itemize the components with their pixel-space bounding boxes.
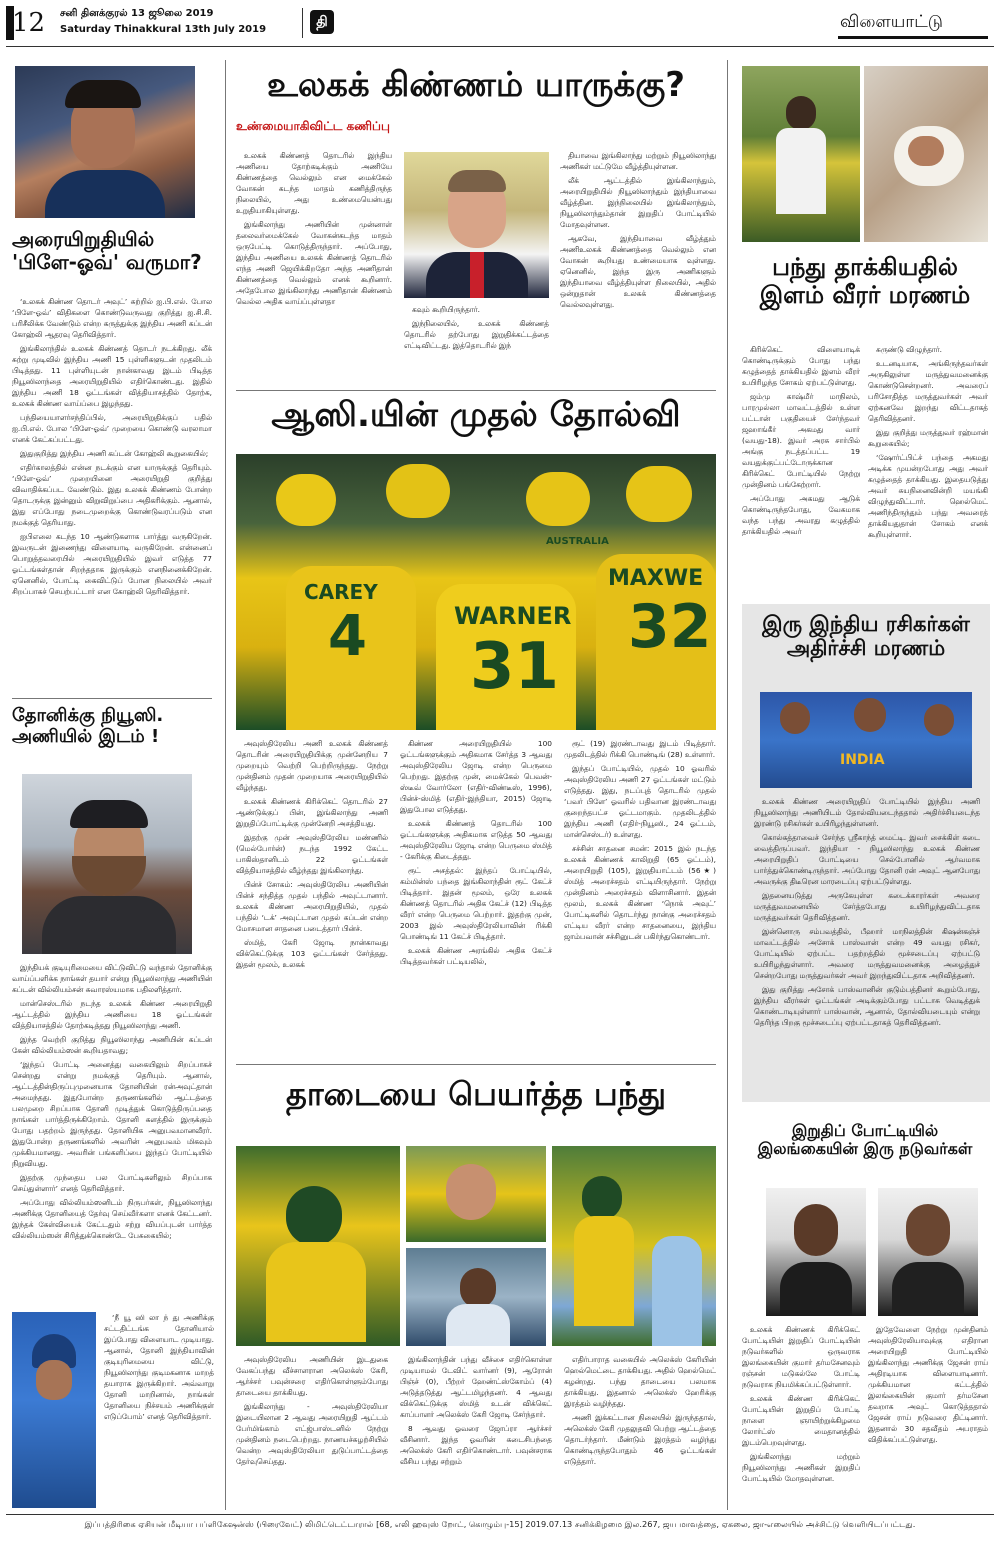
- aus-defeat-para: அவுஸ்திரேலிய அணி உலகக் கிண்ணத் தொடரின் அரையிறுதியிக்கு முன்னேறிய 7 முறையும் வெற்றி பெற்றிருந்தது. நேற்று முன்தினம் முதன் முறையாக அரையிறுதியில் வீழ்ந்தது.: [236, 739, 388, 792]
- fans-death-para: இதனையடுத்து அருகேயுள்ள கடைக்காரர்கள் அவரை மருத்துவமனையில் சேர்த்தபோது உயிரிழந்துவிட்டதாக மருத்துவர்கள் தெரிவித்தனர்.: [754, 891, 980, 922]
- left-divider: [12, 698, 212, 699]
- dhoni-para: இந்த வெற்றி குறித்து நியூஸிலாந்து அணியின் கப்டன் கேன் வில்லியம்ஸன் கூறியதாவது;: [12, 1035, 212, 1055]
- world-cup-col3: [560, 150, 716, 385]
- masthead-rule: [6, 46, 994, 47]
- ball-death-col2: [868, 344, 988, 590]
- jersey-name-warner: WARNER: [454, 602, 572, 630]
- aus-defeat-para: பின்ச் சோகம்: அவுஸ்திரேலிய அணியின் பின்ச் சந்தித்த முதல் பந்தில் அவுட்டானார். உலகக் கிண்ண அரையிறுதியில், முதல் பந்தில் ‘டக்’ அவுட்டான முதல் கப்டன் என்ற மோசமான சாதனை படைத்தார் பின்ச்.: [236, 880, 388, 933]
- world-cup-para: உலகக் கிண்ணத் தொடரில் இந்திய அணியை தோற்கடிக்கும் அணியே கிண்ணத்தை வெல்லும் என மைக்கேல் வோகன் கடந்த மாதம் கணித்திருந்த நிலையில், அது உண்மையென்பது உறுதியாகியுள்ளது.: [236, 151, 392, 215]
- fans-death-para: இது குறித்து அசோக் பாஸ்வானின் குடும்பத்தினர் கூறும்போது, இந்திய வீரர்கள் ஓட்டங்கள் அடிக்கும்போது பட்டாசு வெடித்துக் கொண்டாடியுள்ளார் பாஸ்வான், ஆனால், தோல்வியடையும் என்று தெரிந்த பிறகு மூச்சடைப்பு ஏற்பட்டதாகத் தெரிவித்தனர்.: [754, 985, 980, 1027]
- jersey-name-maxwell: MAXWE: [608, 566, 704, 591]
- world-cup-para: ஆகவே, இந்தியாவை வீழ்த்தும் அணிஉலகக் கிண்ணத்தை வெல்லும் என வோகன் கூறியது உண்மையாக வுள்ளது. ஏனெனில், இந்த இரு அணிகளும் இந்தியாவை வீழ்த்தியுள்ள நிலையில், அதில் ஒன்றுதான் உலகக் கிண்ணத்தை வெல்லவுள்ளது.: [560, 234, 716, 309]
- column-rule-left: [225, 60, 226, 1510]
- jaw-injury-para: இங்கிலாந்து - அவுஸ்திரேலியா இடையிலான 2 ஆவது அரையிறுதி ஆட்டம் பேர்மிங்காம் எட்ஜ்பாஸ்டனில் நேற்று முன்தினம் நடைபெற்றது. நாணயச்சுழற்சியில் வென்ற அவுஸ்திரேலியா துடுப்பாட்டத்தை தேர்வுசெய்தது.: [236, 1402, 388, 1466]
- aus-defeat-para: ரூட் அசத்தல்: இந்தப் போட்டியில், கம்மின்ஸ் பந்தை இங்கிலாந்தின் ரூட் கேட்ச் பிடித்தார். இதன் மூலம், ஒரே உலகக் கிண்ணத் தொடரில் அதிக கேட்ச் (12) பிடித்த வீரர் என்ற பெருமை பெற்றார். இதற்கு முன், 2003 இல் அவுஸ்திரேலியாவின் ரிக்கி பொண்டிங் 11 கேட்ச் பிடித்தார்.: [400, 866, 552, 941]
- playoff-para: ஐபிஎலை கடந்த 10 ஆண்டுகளாக பார்த்து வருகிறேன். இவருடன் இணைந்து விளையாடி வருகிறேன். என்னைப் பொறுத்தவரையில் அரையிறுதியில் இவர் எடுத்த 77 ஓட்டங்கள்தான் சிறந்ததாக இருக்கும் எனநினைக்கிறேன். ஏனெனில், போட்டி கைவிட்டுப் போன நிலையில் அவர் சிறப்பாகச் செயற்பட்டார் என கோஹ்லி தெரிவித்தார்.: [12, 532, 212, 596]
- playoff-para: இதுகுறித்து இந்திய அணி கப்டன் கோஹ்லி கூறுகையில்;: [20, 449, 209, 458]
- umpires-para: இதேவேளை நேற்று முன்தினம் அவுஸ்திரேலியாவுக்கு எதிரான அரையிறுதி போட்டியில் இங்கிலாந்து அணிக்கு ஜேசன் ராய் அதிரடியாக விளையாடினார். முக்கியமான கட்டத்தில் இலங்கையின் குமார் தர்மசேன தவறாக அவுட் கொடுத்ததால் ஜேசன் ராய் நடுவரை திட்டினார். இதனால் 30 சதவீதம் அபராதம் விதிக்கப்பட்டுள்ளது.: [868, 1325, 988, 1444]
- carey-closeup-photo: [406, 1146, 546, 1242]
- aus-defeat-col3: [564, 738, 716, 1058]
- masthead: [0, 0, 1000, 46]
- aus-defeat-para: சச்சின் சாதனை சமன்: 2015 இல் நடந்த உலகக் கிண்ணக் காலிறுதி (65 ஓட்டம்), அரையிறுதி (105), இறுதியாட்டம் (56★) ஸ்மித் அரைச்சதம் எட்டியிருந்தார். நேற்று முன்தினம் அரைச்சதம் விளாசினார். இதன் மூலம், உலகக் கிண்ண ‘நொக் அவுட்’ போட்டிகளில் தொடர்ந்து நான்கு அரைச்சதம் எட்டிய வீரர் என்ற சாதனையை, இந்திய ஜாம்பவான் சச்சினுடன் பகிர்ந்துகொண்டார்.: [564, 844, 716, 941]
- hospital-photo: [864, 66, 988, 242]
- aus-defeat-para: இந்தப் போட்டியில், முதல் 10 ஓவரில் அவுஸ்திரேலிய அணி 27 ஓட்டங்கள் மட்டும் எடுத்தது. இது, நடப்புத் தொடரில் முதல் ‘பவர் பிளே’ ஓவரில் பதிவான இரண்டாவது குறைந்தபட்ச ஓட்டமாகும். முதலிடத்தில் இந்திய அணி (எதிர்-நியூஸி., 24 ஓட்டம், மான்செஸ்டர்) உள்ளது.: [564, 764, 716, 839]
- jaw-injury-headline: தாடையை பெயர்த்த பந்து: [286, 1075, 666, 1113]
- aus-defeat-col2: [400, 738, 552, 1058]
- dharmasena-photo: [766, 1188, 866, 1316]
- playoff-para: ‘உலகக் கிண்ண தொடர் அவுட்’ சுற்றில் ஐ.பி.எல். போல ‘பிளே-ஓவ்’ விதிகளை கொண்டுவருவது குறித்து ஐ.சி.சி. பரிசீலிக்க வேண்டும் என்ற கருத்துக்கு இந்திய அணி கப்டன் கோஹ்லி ஆதரவு தெரிவித்தார்.: [12, 297, 212, 339]
- india-fans-photo: [760, 692, 972, 788]
- carey-bleeding-photo: [552, 1146, 716, 1346]
- jaw-injury-col2: [400, 1354, 552, 1510]
- playoff-para: பந்தியையாளர்சந்திப்பில், அரையிறுதிக்குப் பதில் ஐ.பி.எல். போல ‘பிளே-ஓவ்’ முறையை கொண்டு வரலாமா எனக் கேட்கப்பட்டது.: [12, 413, 212, 444]
- jaw-injury-para: அணி இக்கட்டான நிலையில் இருந்ததால், அலெக்ஸ் கேரி முதலுதவி பெற்று ஆட்டத்தை தொடர்ந்தார். மீண்டும் இரத்தம் வழிந்து கொண்டிருந்தபோதும் 46 ஓட்டங்கள் எடுத்தார்.: [564, 1413, 716, 1466]
- india-jersey-text: INDIA: [840, 752, 885, 768]
- aus-defeat-para: கிண்ண அரையிறுதியில் 100 ஓட்டங்களுக்கும் அதிகமாக சேர்த்த 3 ஆவது அவுஸ்திரேலிய ஜோடி என்ற பெருமை பெற்றது. இதற்கு முன், மைக்கேல் பெவன்-ஸ்டீவ் வோர்லோ (எதிர்-விண்டீஸ், 1996), பின்ச்-ஸ்மித் (எதிர்-இந்தியா, 2015) ஜோடி இதுபோல எடுத்தது.: [400, 739, 552, 814]
- ball-death-para: அப்போது அகமது ஆடுக் கொண்டிருந்தபோது, வேகமாக வந்த பந்து அவரது கழுத்தில் தாக்கியதில் அவர்: [742, 494, 860, 536]
- jersey-number-4: 4: [328, 604, 367, 669]
- section-underline: [838, 36, 988, 39]
- umpires-headline: இறுதிப் போட்டியில் இலங்கையின் இரு நடுவர்கள்: [757, 1121, 973, 1159]
- umpires-para: இங்கிலாந்து மற்றும் நியூஸிலாந்து அணிகள் இறுதிப் போட்டியில் மோதவுள்ளன.: [742, 1452, 860, 1483]
- jaw-injury-para: அவுஸ்திரேலிய அணியின் இடதுகை வேகப்பந்து வீச்சாளரான அலெக்ஸ் கேரி, ஆர்ச்சர் பவுன்சரை எதிர்கொள்ளும்போது தாடையை தாக்கியது.: [236, 1355, 388, 1397]
- dhoni-article: [12, 962, 212, 1304]
- dhoni-para: மான்செஸ்டரில் நடந்த உலகக் கிண்ண அரையிறுதி ஆட்டத்தில் இந்திய அணியை 18 ஓட்டங்கள் வித்தியாசத்தில் தோற்கடித்தது நியூஸிலாந்து அணி.: [12, 999, 212, 1030]
- jersey-name-carey: CAREY: [304, 580, 378, 604]
- williamson-photo: [22, 774, 192, 954]
- umpires-para: உலகக் கிண்ணக் கிரிக்கெட் போட்டியின் இறுதிப் போட்டியின் நடுவர்களில் ஒருவராக இலங்கையின் குமார் தர்மசேனவும் ரஞ்சன் மடுகல்லே போட்டி நடுவராக நியமிக்கப்பட்டுள்ளார்.: [742, 1325, 860, 1389]
- vaughan-photo: [404, 152, 549, 298]
- world-cup-subhead: உண்மையாகிவிட்ட கணிப்பு: [236, 119, 390, 133]
- jaw-injury-col1: [236, 1354, 388, 1510]
- dhoni-article-continued: [104, 1312, 214, 1508]
- kohli-photo: [15, 66, 195, 218]
- newspaper-logo: தி: [310, 10, 334, 34]
- world-cup-para: லீக் ஆட்டத்தில் இங்கிலாந்தும், அரையிறுதியில் நியூஸிலாந்தும் இந்தியாவை வீழ்த்தின. இந்நிலையில் இங்கிலாந்தும், நியூஸிலாந்தும்தான் இறுதிப் போட்டியில் மோதவுள்ளன.: [560, 176, 716, 229]
- jersey-australia-text: AUSTRALIA: [546, 536, 609, 547]
- ball-death-para: சுருண்டு விழுந்தார்.: [876, 345, 942, 354]
- column-rule-right: [727, 60, 728, 1510]
- fans-death-article: [754, 796, 980, 1096]
- imprint-line: இப்பத்திரிகை ஏசியன் மீடியா பப்ளிகேஷன்ஸ் (பிரைவேட்) லிமிட்டெட்டாரால் [68, எலி ஹவுஸ் றோட், கொழும்பு-15] 2019.07.13 சனிக்கிழமை இல.267, ஜய மாவத்தை, ஏகலை, ஜா-எலையில் அச்சிட்டு வெளியிடப்பட்டது.: [84, 1519, 916, 1529]
- ball-death-para: ‘ஷோர்ட்பிட்ச் பந்தை அகமது அடிக்க முயன்றபோது அது அவர் கழுத்தைத் தாக்கியது. இதையடுத்து அவர் சுயநினைவின்றி மயங்கி விழுந்துவிட்டார். ஹெல்மெட் அணிந்திருந்தும் பந்து அவரைத் தாக்கியதுதான் சோகம் எனக் கூறியுள்ளார்.: [868, 453, 988, 539]
- jaw-injury-para: இங்கிலாந்தின் பந்து வீச்சை எதிர்கொள்ள முடியாமல் டேவிட் வார்னர் (9), ஆரோன் பிஞ்ச் (0), பீற்றர் ஹேண்ட்ஸ்கோம்ப் (4) அடுத்தடுத்து ஆட்டமிழந்தனர். 4 ஆவது விக்கெட்டுக்கு ஸ்மித் உடன் விக்கெட் காப்பாளர் அலெக்ஸ் கேரி ஜோடி சேர்ந்தார்.: [400, 1355, 552, 1419]
- dhoni-para: ‘இந்தப் போட்டி அனைத்து வகையிலும் சிறப்பாகச் சென்றது என்று நமக்குத் தெரியும். ஆனால், ஆட்டத்தின்திருப்புமுனையாக தோனியின் ரன்அவுட்தான் அமைந்தது. இதுபோன்ற தருணங்களில் ஆட்டத்தை பலமுறை சிறப்பாக தோனி முடித்துக் கொடுத்திருப்பதை நாங்கள் பார்த்திருக்கிறோம். தோனி களத்தில் இருக்கும் போது பதற்றம் இருந்தது. தோனியிக அனுபவமானவீரர். இதுபோன்ற தருணங்களில் அவரின் அனுபவம் மிகவும் முக்கியமானது. அவரின் பங்களிப்பை இந்தப் போட்டியில் நிறுவியது.: [12, 1060, 212, 1168]
- jersey-number-31: 31: [470, 630, 560, 704]
- aus-defeat-para: ரூட் (19) இரண்டாவது இடம் பிடித்தார். முதலிடத்தில் ரிக்கி பொண்டிங் (28) உள்ளார்.: [564, 739, 716, 759]
- section-tag: விளையாட்டு: [840, 12, 943, 32]
- ball-death-para: ஜம்மு காஷ்மீர் மாநிலம், பாரமுல்லா மாவட்டத்தில் உள்ள பட்டான் பகுதியைச் சேர்ந்தவர் ஜஹாங்கீர் அகமது வார் (வயது-18). இவர் அரசு சார்பில் அங்கு நடத்தப்பட்ட 19 வயதுக்குட்பட்டோருக்கான கிரிக்கெட் போட்டியில் நேற்று முன்தினம் பங்கேற்றார்.: [742, 392, 860, 489]
- playoff-para: எதிர்காலத்தில் என்ன நடக்கும் என யாருக்குத் தெரியும். ‘பிளே-ஓவ்’ முறையினை அரையிறுதி குறித்து விவாதிக்கப்பட வேண்டும். இது உலகக் கிண்ணம் போன்ற தொடருக்கு இன்னும் விறுவிறுப்பை அதிகரிக்கும். ஆனால், இது எப்போது நடைமுறைக்கு கொண்டுவரப்படும் என நமக்குத் தெரியாது.: [12, 463, 212, 527]
- aus-defeat-headline: ஆஸி.யின் முதல் தோல்வி: [271, 395, 681, 435]
- ball-death-headline: பந்து தாக்கியதில் இளம் வீரர் மரணம்: [759, 253, 971, 309]
- jaw-injury-para: 8 ஆவது ஓவரை ஜோப்ரா ஆர்ச்சர் வீசினார். இந்த ஓவரின் கடைசிபந்தை அலெக்ஸ் கேரி எதிர்கொண்டார். பவுன்சராக வீசிய பந்து சற்றும்: [400, 1424, 552, 1466]
- center-divider-2: [236, 1064, 716, 1065]
- dhoni-para: அப்போது வில்லியம்ஸனிடம் நிருபர்கள், நியூஸிலாந்து அணிக்கு தோனியைத் தேர்வு செய்வீர்களா எனக் கேட்டனர். இந்தக் கேள்வியைக் கேட்டதும் சற்று வியப்புடன் பார்த்த வில்லியம்ஸன் சிரித்துக்கொண்டே பேசுகையில்;: [12, 1198, 212, 1240]
- world-cup-col2: [404, 304, 549, 386]
- ball-death-para: இது குறித்து மருத்துவர் ரஹ்மான் கூறுகையில்;: [868, 428, 988, 448]
- dhoni-para: இந்தியக் குடியுரிமையை விட்டுவிட்டு வந்தால் தோனிக்கு வாய்ப்பளிக்க நாங்கள் தயார் என்று நியூஸிலாந்து அணியின் கப்டன் வில்லியம்சன் சுவாரஸ்யமாக பதிலளித்தார்.: [12, 963, 212, 994]
- world-cup-para: கவும் கூறியிருந்தார்.: [412, 305, 480, 314]
- world-cup-para: தியாவை இங்கிலாந்து மற்றும் நியூஸிலாந்து அணிகள் மட்டுமே வீழ்த்தியுள்ளன.: [560, 151, 716, 171]
- australia-team-photo: [236, 454, 716, 730]
- world-cup-para: இந்நிலையில், உலகக் கிண்ணத் தொடரில் தற்போது இறுதிக்கட்டத்தை எட்டிவிட்டது. இத்தொடரில் இந்: [404, 319, 549, 350]
- dhoni-photo: [12, 1312, 96, 1508]
- carey-hit-photo: [236, 1146, 400, 1346]
- aus-defeat-col1: [236, 738, 388, 1058]
- issue-date-tamil: சனி தினக்குரல் 13 ஜூலை 2019: [60, 8, 214, 19]
- aus-defeat-para: இதற்கு முன் அவுஸ்திரேலிய மண்ணில் (மெல்போர்ன்) நடந்த 1992 கேட்ட பாகிஸ்தானிடம் 22 ஓட்டங்கள் வித்தியாசத்தில் வீழ்ந்தது இங்கிலாந்து.: [236, 833, 388, 875]
- ball-death-col1: [742, 344, 860, 590]
- world-cup-para: இங்கிலாந்து அணியின் முன்னாள் தலைவர்மைக்கேல் வோகன்கடந்த மாதம் ஒருபேட்டி கொடுத்திருந்தார். அப்போது, இந்திய அணியை உலகக் கிண்ணத் தொடரில் எந்த அணி ஜெயிக்கிறதோ அந்த அணிதான் கிண்ணத்தை வெல்லும் எனக் கூறினார். அதேபோல இங்கிலாந்து அணிதான் கிண்ணம் வெல்ல அதிக வாய்ப்புள்ளதா: [236, 220, 392, 306]
- dhoni-para: ‘நீ யூ ஸி லா ந் து அணிக்கு சட்டதிட்டங்க தோனியால் இப்போது விளையாட முடியாது. ஆனால், தோனி இந்தியாவின் குடியுரிமையை விட்டு, நியூஸிலாந்து குடிமகனாக மாறத் தயாராக இருக்கிறார். அவ்வாறு தோனி மாறினால், நாங்கள் தோனியை நிச்சயம் அணிக்குள் எடுப்போம்’ எனத் தெரிவித்தார்.: [104, 1313, 214, 1421]
- aus-defeat-para: ஸ்மித், கேரி ஜோடி நான்காவது விக்கெட்டுக்கு 103 ஓட்டங்கள் சேர்த்தது. இதன் மூலம், உலகக்: [236, 938, 388, 969]
- world-cup-headline: உலகக் கிண்ணம் யாருக்கு?: [267, 65, 685, 105]
- madugalle-photo: [878, 1188, 978, 1316]
- archer-bowling-photo: [406, 1248, 546, 1346]
- ball-death-para: உடனடியாக, அங்கிருந்தவர்கள் அருகிலுள்ள மருத்துவமனைக்கு கொண்டுசென்றனர். அவரைப் பரிசோதித்த மருத்துவர்கள் அவர் ஏற்கனவே இறந்து விட்டதாகத் தெரிவித்தனர்.: [868, 359, 988, 423]
- umpires-para: உலகக் கிண்ண கிரிக்கெட் போட்டியின் இறுதிப் போட்டி நாளை ஞாயிற்றுக்கிழமை லோர்ட்ஸ் மைதானத்தில் இடம்பெறவுள்ளது.: [742, 1394, 860, 1447]
- page-number: 12: [12, 8, 46, 38]
- center-divider-1: [236, 390, 716, 391]
- umpires-col1: [742, 1324, 860, 1510]
- fans-death-headline: இரு இந்திய ரசிகர்கள் அதிர்ச்சி மரணம்: [762, 612, 970, 661]
- jersey-number-32: 32: [628, 592, 712, 662]
- aus-defeat-para: உலகக் கிண்ணத் தொடரில் 100 ஓட்டங்களுக்கு அதிகமாக எடுத்த 50 ஆவது அவுஸ்திரேலிய ஜோடி என்ற பெருமை ஸ்மித் - கேரிக்கு கிடைத்தது.: [400, 819, 552, 861]
- fans-death-box: [742, 604, 990, 1102]
- aus-defeat-para: உலகக் கிண்ண அரங்கில் அதிக கேட்ச் பிடித்தவர்கள் பட்டியலில்,: [400, 946, 552, 966]
- dhoni-para: இதற்கு முந்தைய பல போட்டிகளிலும் சிறப்பாக செய்துள்ளார்’ எனத் தெரிவித்தார்.: [12, 1173, 212, 1193]
- umpires-col2: [868, 1324, 988, 1510]
- young-player-photo: [742, 66, 860, 242]
- fans-death-para: கொல்கத்தாவைச் சேர்ந்த ஸ்ரீகாந்த் மைட்டி. இவர் சைக்கிள் கடை வைத்திருப்பவர். இந்தியா - நியூஸிலாந்து உலகக் கிண்ண அரையிறுதிப் போட்டியை செல்போனில் ஆர்வமாக பார்த்துக்கொண்டிருந்தார். அப்போது தோனி ரன் அவுட் ஆனபோது அவருக்கு திடீரென மாரடைப்பு ஏற்பட்டுள்ளது.: [754, 833, 980, 886]
- jaw-injury-col3: [564, 1354, 716, 1510]
- fans-death-para: இன்னொரு சம்பவத்தில், பீஹார் மாநிலத்தின் கிஷன்கஞ்ச் மாவட்டத்தில் அசோக் பாஸ்வான் என்ற 49 வயது ரசிகர், போட்டியில் ஏற்பட்ட பதற்றத்தில் மூச்சடைப்பு ஏற்பட்டு உயிரிழந்துள்ளார். அவரை மருத்துவமனைக்கு அழைத்துச் சென்றபோது மருத்துவர்கள் அவர் இறந்துவிட்டதாக அறிவித்தனர்.: [754, 927, 980, 980]
- ball-death-para: கிரிக்கெட் விளையாடிக் கொண்டிருக்கும் போது பந்து கழுத்தைத் தாக்கியதில் இளம் வீரர் உயிரிழந்த சோகம் ஏற்பட்டுள்ளது.: [742, 345, 860, 387]
- aus-defeat-para: உலகக் கிண்ணக் கிரிக்கெட் தொடரில் 27 ஆண்டுக்குப் பின், இங்கிலாந்து அணி இறுதிப்போட்டிக்கு முன்னேறி அசத்தியது.: [236, 797, 388, 828]
- playoff-headline: அரையிறுதியில் 'பிளே-ஓவ்' வருமா?: [12, 227, 202, 274]
- fans-death-para: உலகக் கிண்ண அரையிறுதிப் போட்டியில் இந்திய அணி நியூஸிலாந்து அணியிடம் தோல்வியடைந்ததால் அதிர்ச்சியடைந்த இரண்டு ரசிகர்கள் உயிரிழந்துள்ளனர்.: [754, 797, 980, 828]
- playoff-para: இங்கிலாந்தில் உலகக் கிண்ணத் தொடர் நடக்கிறது. லீக் சுற்று முடிவில் இந்திய அணி 15 புள்ளிகளுடன் முதலிடம் பிடித்தது. 11 புள்ளியுடன் நான்காவது இடம் பிடித்த நியூஸிலாந்தை அரையிறுதியில் எதிர்கொண்டது. இதில் இந்திய அணி 18 ஓட்டங்கள் வித்தியாசத்தில் தோற்க, உலகக் கிண்ண வாய்ப்பை இழந்தது.: [12, 344, 212, 408]
- footer-rule: [6, 1514, 994, 1515]
- jaw-injury-para: எதிர்பாராத வகையில் அலெக்ஸ் கேரியின் ஹெல்மெட்டை தாக்கியது. அதில் ஹெல்மெட் கழன்றது. பந்து தாடையை பலமாக தாக்கியது. இதனால் அலெக்ஸ் ஹேரிக்கு இரத்தம் வழிந்தது.: [564, 1355, 716, 1408]
- world-cup-col1: [236, 150, 392, 385]
- dhoni-headline: தோனிக்கு நியூஸி. அணியில் இடம் !: [12, 705, 164, 747]
- issue-date-english: Saturday Thinakkural 13th July 2019: [60, 24, 267, 35]
- playoff-article: [12, 296, 212, 696]
